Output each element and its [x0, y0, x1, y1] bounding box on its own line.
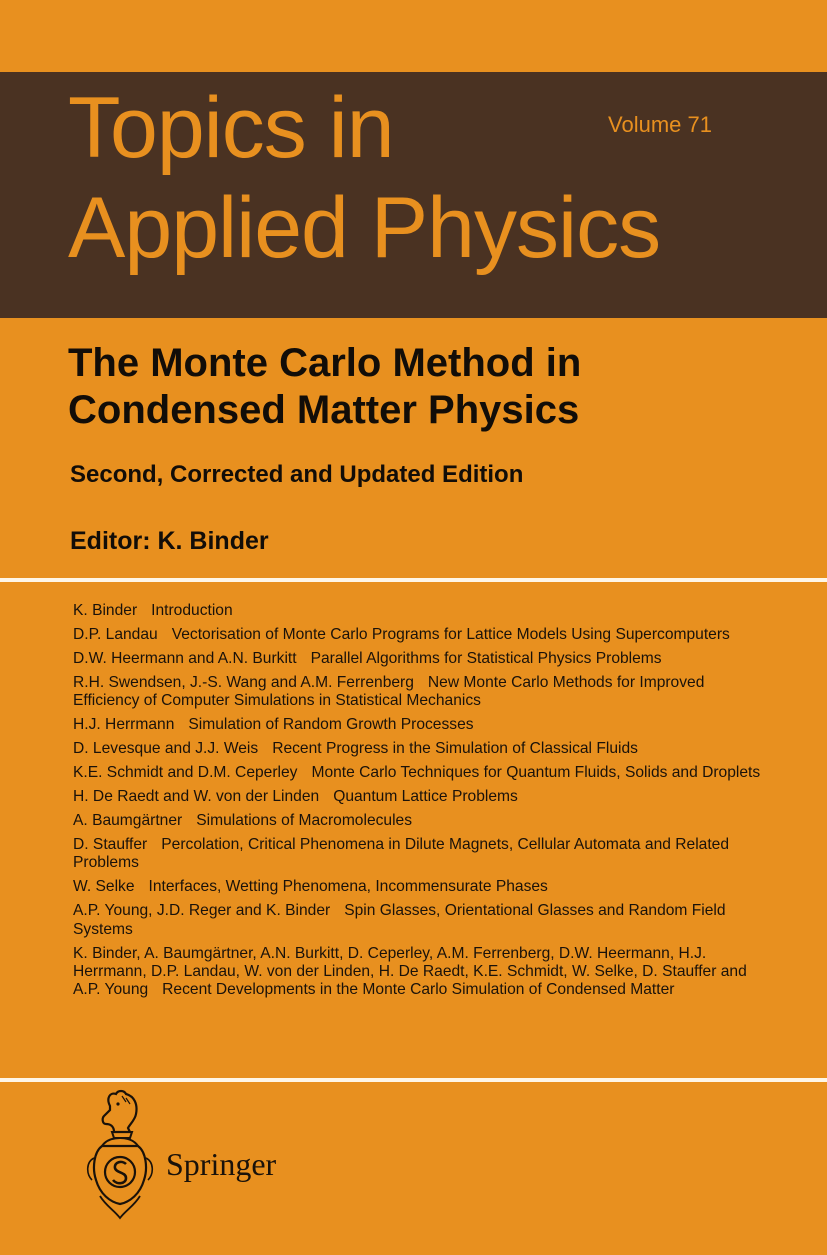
list-item	[73, 626, 773, 644]
entry-authors: K.E. Schmidt and D.M. Ceperley	[73, 764, 298, 782]
book-title	[68, 340, 581, 434]
list-item	[73, 716, 773, 734]
entry-authors: A.P. Young, J.D. Reger and K. Binder	[73, 902, 331, 920]
entry-authors: A. Baumgärtner	[73, 812, 183, 830]
contents-list	[73, 602, 773, 1005]
list-item	[73, 836, 773, 872]
list-item	[73, 788, 773, 806]
list-item	[73, 878, 773, 896]
entry-title: New Monte Carlo Methods for Improved Efficiency of Computer Simulations in Statistical Mechanics	[73, 674, 705, 710]
list-item	[73, 740, 773, 758]
publisher-name: Springer	[166, 1146, 277, 1182]
entry-authors: H.J. Herrmann	[73, 716, 175, 734]
list-item	[73, 945, 773, 1000]
volume-number: Volume 71	[608, 112, 712, 137]
entry-title: Vectorisation of Monte Carlo Programs for Lattice Models Using Supercomputers	[171, 626, 730, 643]
knight-horse-icon	[80, 1088, 160, 1228]
list-item	[73, 650, 773, 668]
entry-title: Spin Glasses, Orientational Glasses and Random Field Systems	[73, 902, 726, 938]
entry-authors: K. Binder, A. Baumgärtner, A.N. Burkitt, D. Ceperley, A.M. Ferrenberg, D.W. Heermann, H.J. Herrmann, D.P. Landau, W. von der Linden, H. De Raedt, K.E. Schmidt, W. Selke, D. Stauffer and A.P. Young	[73, 944, 747, 999]
list-item	[73, 674, 773, 710]
divider-bottom	[0, 1078, 827, 1082]
entry-title: Percolation, Critical Phenomena in Dilute Magnets, Cellular Automata and Related Problems	[73, 836, 730, 872]
entry-title: Quantum Lattice Problems	[333, 788, 518, 806]
entry-title: Simulation of Random Growth Processes	[188, 716, 474, 734]
series-title-line2: Applied Physics	[68, 180, 661, 276]
list-item	[73, 812, 773, 830]
editor-line: Editor: K. Binder	[70, 527, 269, 555]
entry-authors: D. Stauffer	[73, 836, 148, 854]
entry-authors: W. Selke	[73, 878, 135, 896]
entry-title: Recent Developments in the Monte Carlo Simulation of Condensed Matter	[162, 981, 675, 999]
entry-title: Recent Progress in the Simulation of Classical Fluids	[272, 740, 638, 758]
list-item	[73, 902, 773, 938]
entry-authors: D. Levesque and J.J. Weis	[73, 740, 259, 758]
book-title-line1: The Monte Carlo Method in	[68, 341, 582, 385]
entry-authors: R.H. Swendsen, J.-S. Wang and A.M. Ferrenberg	[73, 674, 414, 691]
entry-authors: H. De Raedt and W. von der Linden	[73, 788, 320, 806]
entry-title: Simulations of Macromolecules	[196, 812, 413, 830]
list-item	[73, 602, 773, 620]
entry-title: Parallel Algorithms for Statistical Physics Problems	[310, 650, 662, 667]
book-title-line2: Condensed Matter Physics	[68, 388, 580, 432]
edition-subtitle: Second, Corrected and Updated Edition	[70, 461, 524, 488]
entry-authors: D.P. Landau	[73, 626, 158, 643]
entry-authors: D.W. Heermann and A.N. Burkitt	[73, 650, 297, 667]
divider-top	[0, 578, 827, 582]
series-title	[68, 78, 660, 278]
entry-title: Interfaces, Wetting Phenomena, Incommensurate Phases	[148, 878, 548, 896]
entry-title: Monte Carlo Techniques for Quantum Fluids, Solids and Droplets	[311, 764, 761, 782]
entry-authors: K. Binder	[73, 602, 138, 619]
series-title-line1: Topics in	[68, 80, 394, 176]
list-item	[73, 764, 773, 782]
entry-title: Introduction	[151, 602, 233, 619]
